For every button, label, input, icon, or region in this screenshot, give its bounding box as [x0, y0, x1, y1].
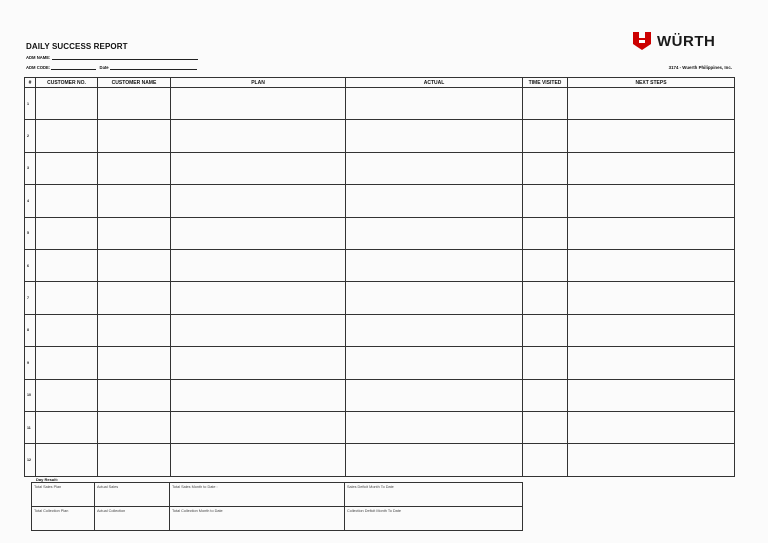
customer-name-cell[interactable]	[98, 411, 171, 443]
header-number: #	[25, 78, 36, 88]
actual-sales-cell[interactable]: Actual Sales	[95, 483, 170, 507]
time-visited-cell[interactable]	[523, 120, 568, 152]
collection-deficit-cell[interactable]: Collection Deficit Month To Date	[345, 507, 523, 531]
plan-cell[interactable]	[171, 314, 346, 346]
report-title: DAILY SUCCESS REPORT	[26, 42, 128, 51]
next-steps-cell[interactable]	[568, 444, 735, 476]
row-number: 2	[25, 120, 36, 152]
plan-cell[interactable]	[171, 217, 346, 249]
actual-cell[interactable]	[346, 314, 523, 346]
plan-cell[interactable]	[171, 249, 346, 281]
header-next-steps: NEXT STEPS	[568, 78, 735, 88]
actual-cell[interactable]	[346, 444, 523, 476]
actual-cell[interactable]	[346, 120, 523, 152]
time-visited-cell[interactable]	[523, 152, 568, 184]
customer-no-cell[interactable]	[36, 185, 98, 217]
table-row	[25, 88, 735, 120]
next-steps-cell[interactable]	[568, 411, 735, 443]
row-number: 10	[25, 379, 36, 411]
row-number: 6	[25, 249, 36, 281]
day-result-table	[31, 482, 523, 531]
table-row	[25, 379, 735, 411]
plan-cell[interactable]	[171, 282, 346, 314]
customer-no-cell[interactable]	[36, 347, 98, 379]
actual-cell[interactable]	[346, 347, 523, 379]
next-steps-cell[interactable]	[568, 120, 735, 152]
collection-month-to-date-cell[interactable]: Total Collection Month to Date	[170, 507, 345, 531]
customer-name-cell[interactable]	[98, 120, 171, 152]
next-steps-cell[interactable]	[568, 185, 735, 217]
sales-deficit-cell[interactable]: Sales Deficit Month To Date	[345, 483, 523, 507]
customer-no-cell[interactable]	[36, 282, 98, 314]
header-actual: ACTUAL	[346, 78, 523, 88]
time-visited-cell[interactable]	[523, 185, 568, 217]
customer-name-cell[interactable]	[98, 88, 171, 120]
wurth-logo	[632, 31, 715, 51]
total-sales-plan-cell[interactable]: Total Sales Plan	[32, 483, 95, 507]
date-label: Date	[99, 65, 109, 70]
customer-no-cell[interactable]	[36, 88, 98, 120]
adm-name-line[interactable]	[52, 55, 198, 60]
time-visited-cell[interactable]	[523, 88, 568, 120]
table-row	[25, 120, 735, 152]
row-number: 7	[25, 282, 36, 314]
customer-name-cell[interactable]	[98, 249, 171, 281]
table-row	[25, 347, 735, 379]
customer-name-cell[interactable]	[98, 152, 171, 184]
total-collection-plan-cell[interactable]: Total Collection Plan	[32, 507, 95, 531]
day-result-row	[32, 507, 523, 531]
sales-month-to-date-cell[interactable]: Total Sales Month to Date :	[170, 483, 345, 507]
table-row	[25, 411, 735, 443]
table-row	[25, 282, 735, 314]
actual-cell[interactable]	[346, 379, 523, 411]
header-customer-name: CUSTOMER NAME	[98, 78, 171, 88]
table-row	[25, 314, 735, 346]
plan-cell[interactable]	[171, 347, 346, 379]
table-row	[25, 152, 735, 184]
visit-rows	[25, 88, 735, 477]
customer-no-cell[interactable]	[36, 379, 98, 411]
actual-cell[interactable]	[346, 217, 523, 249]
customer-no-cell[interactable]	[36, 217, 98, 249]
header-plan: PLAN	[171, 78, 346, 88]
time-visited-cell[interactable]	[523, 411, 568, 443]
row-number: 4	[25, 185, 36, 217]
next-steps-cell[interactable]	[568, 152, 735, 184]
date-line[interactable]	[110, 65, 197, 70]
table-row	[25, 249, 735, 281]
row-number: 9	[25, 347, 36, 379]
plan-cell[interactable]	[171, 185, 346, 217]
company-line: 3174 - Wuerth Philippines, Inc.	[668, 65, 732, 70]
next-steps-cell[interactable]	[568, 379, 735, 411]
adm-code-field	[26, 65, 197, 70]
time-visited-cell[interactable]	[523, 217, 568, 249]
plan-cell[interactable]	[171, 379, 346, 411]
customer-no-cell[interactable]	[36, 444, 98, 476]
table-header-row	[25, 78, 735, 88]
next-steps-cell[interactable]	[568, 88, 735, 120]
actual-cell[interactable]	[346, 152, 523, 184]
customer-name-cell[interactable]	[98, 314, 171, 346]
time-visited-cell[interactable]	[523, 249, 568, 281]
customer-name-cell[interactable]	[98, 347, 171, 379]
header-customer-no: CUSTOMER NO.	[36, 78, 98, 88]
customer-name-cell[interactable]	[98, 217, 171, 249]
time-visited-cell[interactable]	[523, 314, 568, 346]
plan-cell[interactable]	[171, 444, 346, 476]
logo-wordmark: WÜRTH	[657, 32, 716, 50]
customer-name-cell[interactable]	[98, 282, 171, 314]
row-number: 11	[25, 411, 36, 443]
customer-no-cell[interactable]	[36, 411, 98, 443]
adm-name-field	[26, 55, 198, 60]
table-row	[25, 444, 735, 476]
next-steps-cell[interactable]	[568, 314, 735, 346]
time-visited-cell[interactable]	[523, 444, 568, 476]
plan-cell[interactable]	[171, 152, 346, 184]
actual-cell[interactable]	[346, 88, 523, 120]
actual-collection-cell[interactable]: Actual Collection	[95, 507, 170, 531]
day-result-label: Day Result:	[36, 477, 59, 482]
adm-code-line[interactable]	[51, 65, 96, 70]
customer-no-cell[interactable]	[36, 120, 98, 152]
next-steps-cell[interactable]	[568, 282, 735, 314]
time-visited-cell[interactable]	[523, 379, 568, 411]
header-time-visited: TIME VISITED	[523, 78, 568, 88]
row-number: 1	[25, 88, 36, 120]
table-row	[25, 217, 735, 249]
next-steps-cell[interactable]	[568, 217, 735, 249]
row-number: 8	[25, 314, 36, 346]
adm-code-label: ADM CODE:	[26, 65, 51, 70]
row-number: 5	[25, 217, 36, 249]
actual-cell[interactable]	[346, 249, 523, 281]
customer-name-cell[interactable]	[98, 185, 171, 217]
customer-name-cell[interactable]	[98, 444, 171, 476]
customer-name-cell[interactable]	[98, 379, 171, 411]
day-result-row	[32, 483, 523, 507]
customer-no-cell[interactable]	[36, 314, 98, 346]
customer-no-cell[interactable]	[36, 152, 98, 184]
time-visited-cell[interactable]	[523, 282, 568, 314]
plan-cell[interactable]	[171, 411, 346, 443]
table-row	[25, 185, 735, 217]
row-number: 3	[25, 152, 36, 184]
row-number: 12	[25, 444, 36, 476]
actual-cell[interactable]	[346, 282, 523, 314]
wurth-logo-mark-icon	[632, 31, 652, 51]
plan-cell[interactable]	[171, 120, 346, 152]
visit-table	[24, 77, 735, 477]
next-steps-cell[interactable]	[568, 347, 735, 379]
customer-no-cell[interactable]	[36, 249, 98, 281]
actual-cell[interactable]	[346, 185, 523, 217]
actual-cell[interactable]	[346, 411, 523, 443]
plan-cell[interactable]	[171, 88, 346, 120]
time-visited-cell[interactable]	[523, 347, 568, 379]
next-steps-cell[interactable]	[568, 249, 735, 281]
adm-name-label: ADM NAME:	[26, 55, 51, 60]
